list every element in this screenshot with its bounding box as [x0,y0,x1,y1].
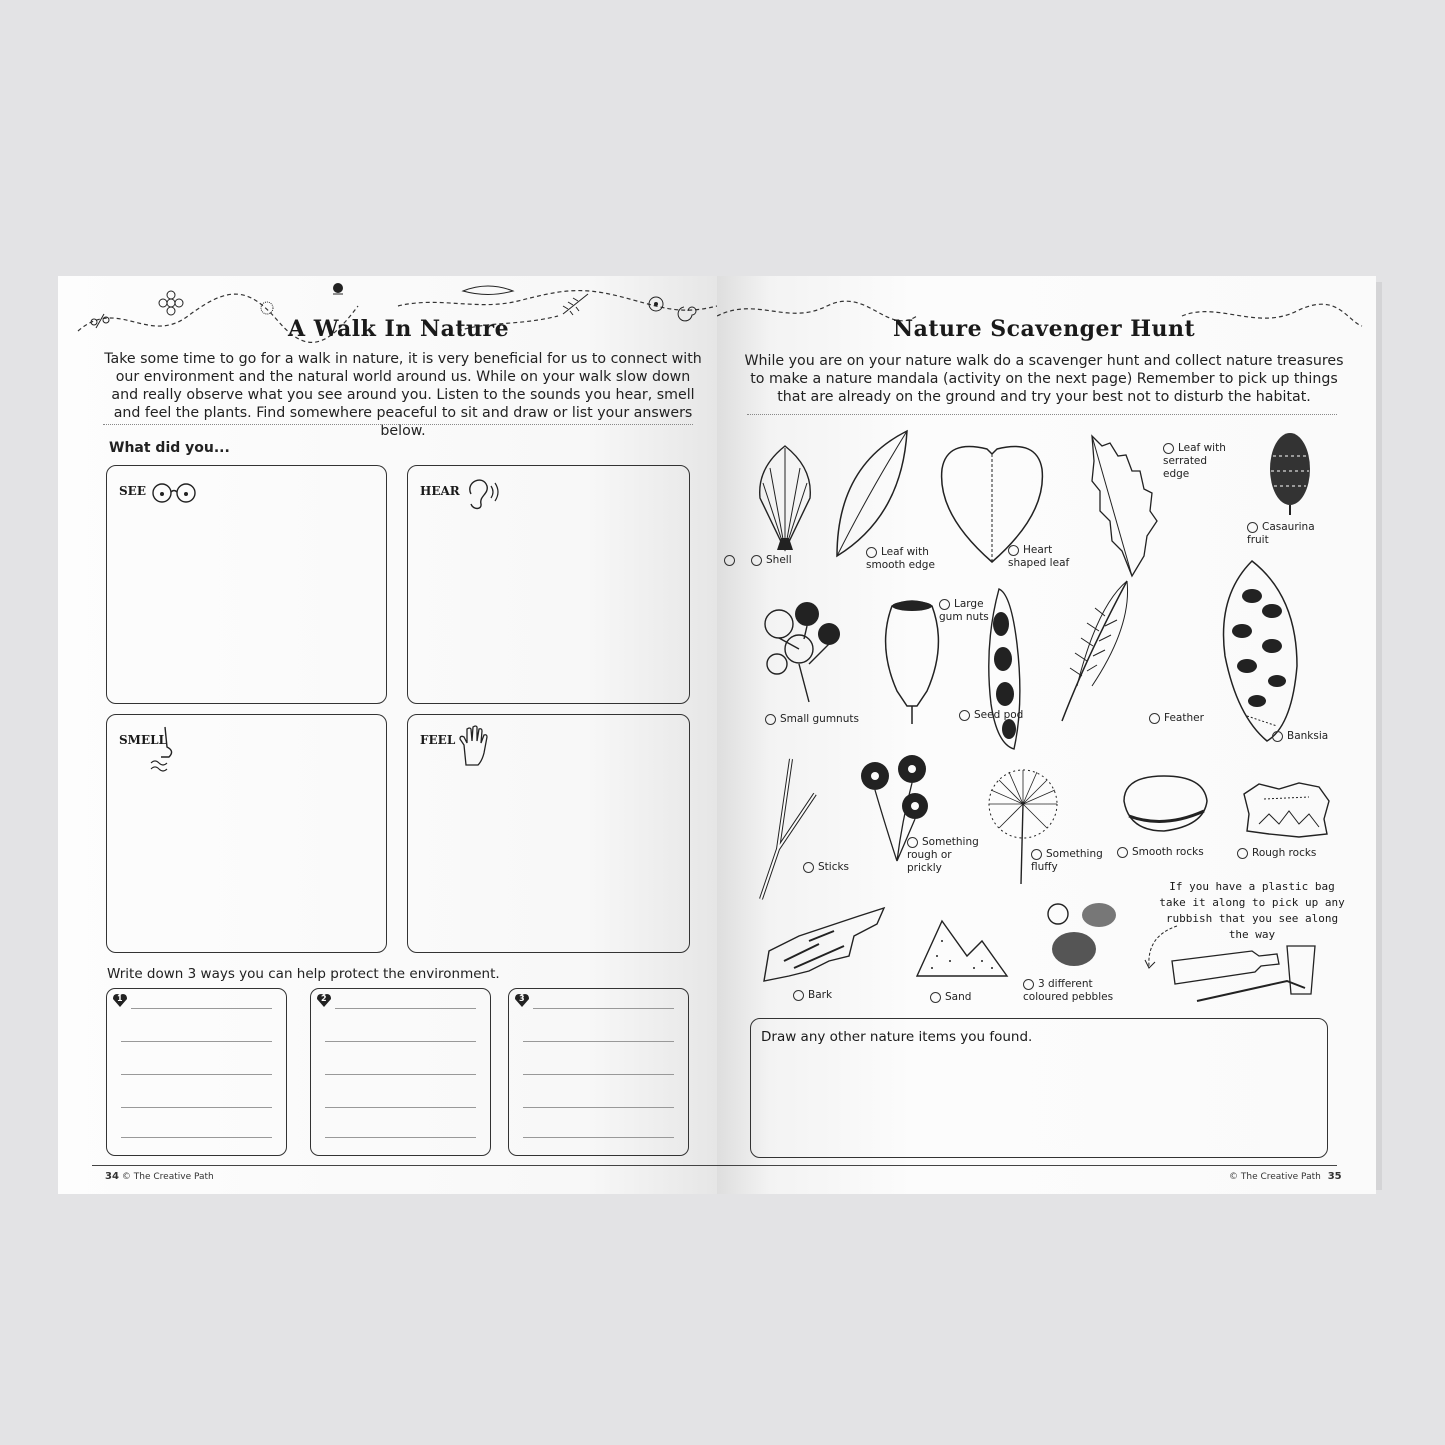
intro-text: Take some time to go for a walk in nature, it is very beneficial for us to connect with our environment and the natural world around us. While on your walk slow down and really observe what you see around you. Listen to the sounds you hear, smell and feel the plants. Find somewhere peaceful to sit and draw or list your answers below. [104,351,702,439]
page-number: 35 [1327,1171,1342,1182]
footer-rule [717,1165,1337,1166]
pebbles-icon [1042,901,1122,971]
bark-icon [759,906,889,986]
page-edge [1376,282,1382,1190]
page-title: Nature Scavenger Hunt [893,316,1196,342]
rubbish-icon [1137,916,1337,1011]
item-casaurina-fruit[interactable]: Casaurina fruit [1247,521,1315,546]
item-large-gumnuts[interactable]: Large gum nuts [939,598,989,623]
item-fluffy[interactable]: Something fluffy [1031,848,1103,873]
seed-pod-icon [979,584,1029,754]
left-footer [105,1171,214,1182]
item-serrated-leaf[interactable]: Leaf with serrated edge [1163,442,1226,480]
smooth-leaf-icon [832,426,912,561]
smooth-rock-icon [1119,771,1209,836]
sticks-icon [753,754,823,904]
item-sticks[interactable]: Sticks [803,861,849,874]
item-seed-pod[interactable]: Seed pod [959,709,1023,722]
hand-icon [458,725,492,769]
draw-prompt: Draw any other nature items you found. [761,1029,1033,1045]
banksia-icon [1217,556,1307,746]
sprig-icon [91,314,109,328]
rubbish-note: If you have a plastic bag take it along to pick up any rubbish that you see along the way [1159,880,1345,941]
dandelion-small-icon [261,302,273,314]
prompt-what-did-you: What did you... [109,440,230,456]
item-smooth-leaf[interactable]: Leaf with smooth edge [866,546,935,571]
leaf-icon [463,286,513,295]
sand-icon [912,916,1012,981]
shell-icon [755,438,815,558]
large-gumnut-icon [877,596,947,726]
right-footer [1229,1171,1345,1182]
item-small-gumnuts[interactable]: Small gumnuts [765,713,859,726]
item-heart-leaf[interactable]: Heart shaped leaf [1008,544,1070,569]
smell-label: SMELL [119,733,167,747]
footer-credit: © The Creative Path [1229,1172,1321,1182]
number-2: 2 [321,994,327,1003]
item-smooth-rocks[interactable]: Smooth rocks [1117,846,1204,859]
flower-bud-icon [333,283,343,294]
item-feather[interactable]: Feather [1149,712,1204,725]
spiral-icon [678,307,696,321]
hear-label: HEAR [420,484,460,498]
daisy-icon [159,291,183,315]
divider [103,424,693,425]
serrated-leaf-icon [1082,431,1162,581]
see-box[interactable] [106,465,387,704]
item-prickly[interactable]: Something rough or prickly [907,836,979,874]
hear-box[interactable] [407,465,690,704]
item-bark[interactable]: Bark [793,989,832,1002]
item-pebbles[interactable]: 3 different coloured pebbles [1023,978,1114,1003]
page-title: A Walk In Nature [288,316,510,342]
book-spread [58,276,1376,1194]
protect-prompt: Write down 3 ways you can help protect the environment. [107,966,500,982]
glasses-icon [151,482,199,504]
number-1: 1 [117,994,123,1003]
item-banksia[interactable]: Banksia [1272,730,1328,743]
rough-rock-icon [1239,779,1331,839]
divider [747,414,1337,415]
item-sand[interactable]: Sand [930,991,971,1004]
feel-label: FEEL [420,733,456,747]
casaurina-fruit-icon [1265,431,1315,516]
draw-box[interactable] [750,1018,1328,1158]
item-rough-rocks[interactable]: Rough rocks [1237,847,1316,860]
right-page [717,276,1376,1194]
protect-box-2[interactable] [310,988,491,1156]
gumnuts-icon [759,594,849,709]
number-3: 3 [519,994,525,1003]
protect-box-3[interactable] [508,988,689,1156]
see-label: SEE [119,484,146,498]
feather-icon [1057,576,1137,726]
seed-icon [649,297,663,311]
fern-icon [563,294,588,315]
item-shell[interactable]: Shell [751,554,792,567]
footer-rule [92,1165,717,1166]
nose-icon [147,725,187,773]
protect-box-1[interactable] [106,988,287,1156]
footer-credit: © The Creative Path [121,1172,214,1182]
page-number: 34 [105,1171,119,1182]
ear-icon [463,474,503,512]
intro-text: While you are on your nature walk do a scavenger hunt and collect nature treasures to make a nature mandala (activity on the next page) Remember to pick up things that are already on the ground and try your best not to disturb the habitat. [744,353,1344,405]
feel-box[interactable] [407,714,690,953]
left-page [58,276,717,1194]
smell-box[interactable] [106,714,387,953]
